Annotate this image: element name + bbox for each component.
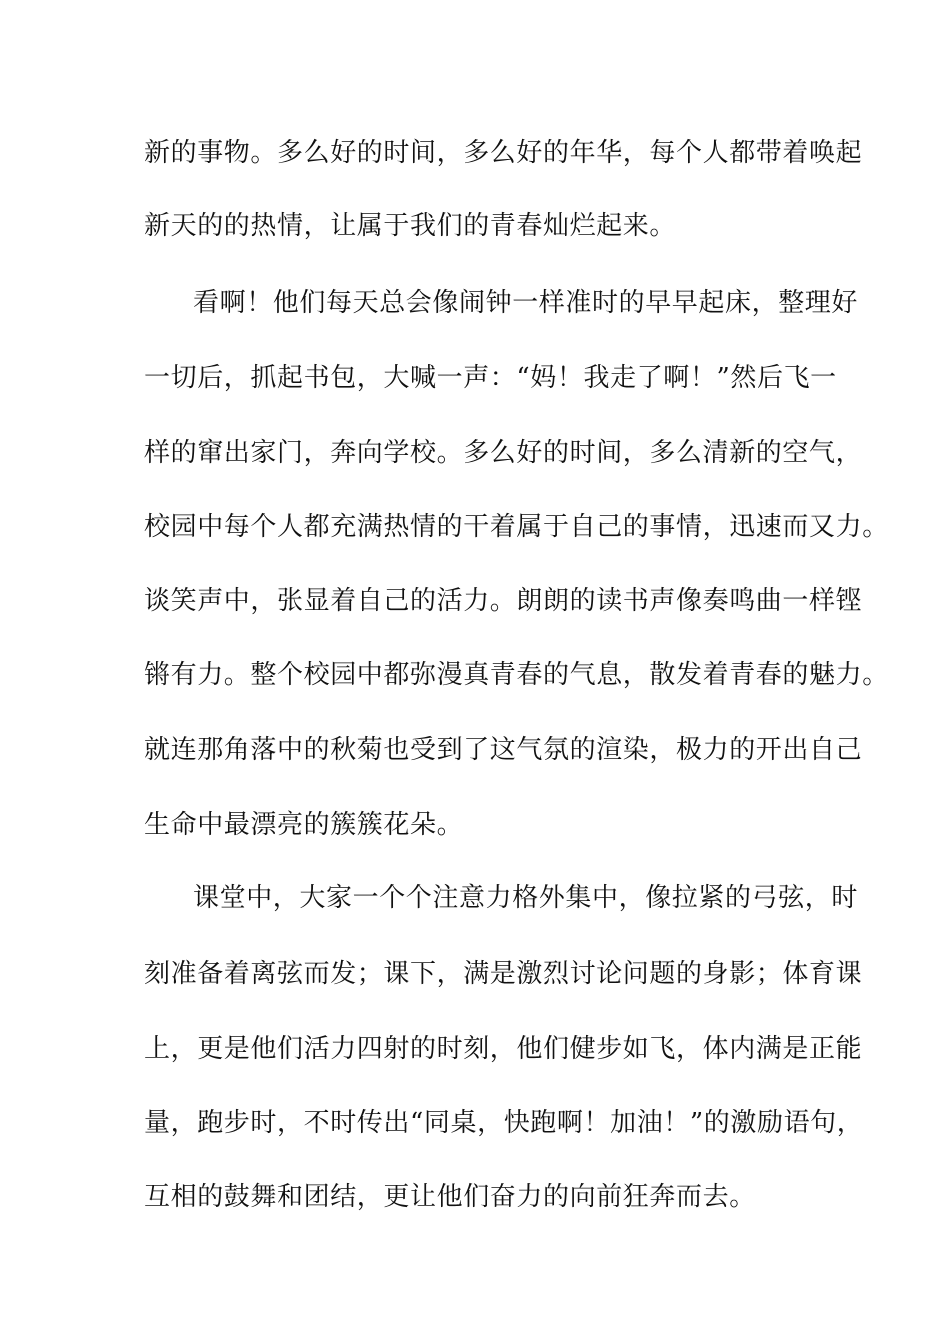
paragraph-first-line: 看啊！他们每天总会像闹钟一样准时的早早起床，整理好	[193, 288, 859, 318]
text-line: 样的窜出家门，奔向学校。多么好的时间，多么清新的空气，	[144, 438, 863, 468]
paragraph-first-line: 课堂中，大家一个个注意力格外集中，像拉紧的弓弦，时	[193, 883, 859, 913]
text-line: 校园中每个人都充满热情的干着属于自己的事情，迅速而又力。	[144, 512, 889, 542]
text-line: 就连那角落中的秋菊也受到了这气氛的渲染，极力的开出自己	[144, 735, 863, 765]
text-line: 上，更是他们活力四射的时刻，他们健步如飞，体内满是正能	[144, 1034, 863, 1064]
text-line: 一切后，抓起书包，大喊一声：“妈！我走了啊！”然后飞一	[144, 363, 837, 393]
text-line: 谈笑声中，张显着自己的活力。朗朗的读书声像奏鸣曲一样铿	[144, 586, 863, 616]
text-line: 量，跑步时，不时传出“同桌，快跑啊！加油！”的激励语句，	[144, 1108, 864, 1138]
text-line: 刻准备着离弦而发；课下，满是激烈讨论问题的身影；体育课	[144, 959, 863, 989]
text-line: 新的事物。多么好的时间，多么好的年华，每个人都带着唤起	[144, 138, 863, 168]
text-line: 新天的的热情，让属于我们的青春灿烂起来。	[144, 211, 677, 241]
text-line: 互相的鼓舞和团结，更让他们奋力的向前狂奔而去。	[144, 1182, 756, 1212]
text-line: 生命中最漂亮的簇簇花朵。	[144, 810, 464, 840]
text-line: 锵有力。整个校园中都弥漫真青春的气息，散发着青春的魅力。	[144, 660, 889, 690]
